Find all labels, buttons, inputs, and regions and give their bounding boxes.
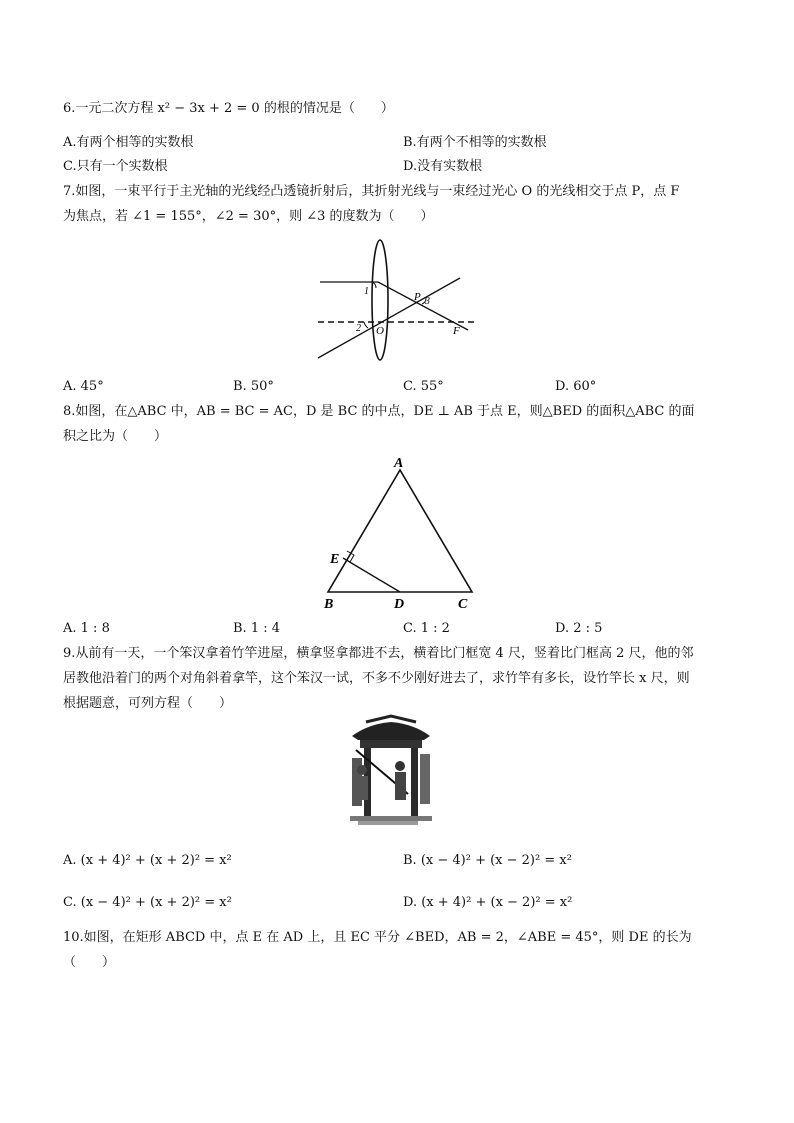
point-b-label: B [324, 597, 334, 612]
q6-option-c: C.只有一个实数根 [63, 159, 168, 174]
q8-option-b: B. 1 : 4 [233, 621, 281, 636]
q6-option-d: D.没有实数根 [403, 159, 483, 174]
q6-option-b: B.有两个不相等的实数根 [403, 135, 547, 150]
q6-option-a: A.有两个相等的实数根 [63, 135, 194, 150]
point-a-label: A [394, 456, 404, 471]
point-p-label: P [414, 291, 421, 303]
q7-option-a: A. 45° [63, 379, 104, 394]
refracted-ray [378, 282, 468, 330]
q9-stem-line1: 9.从前有一天，一个笨汉拿着竹竿进屋，横拿竖拿都进不去，横着比门框宽 4 尺，竖着比门框高 2 尺，他的邻 [63, 646, 694, 661]
q10-stem-line2: （ ） [63, 955, 116, 970]
q6-stem: 6.一元二次方程 x² − 3x + 2 = 0 的根的情况是（ ） [63, 101, 394, 116]
q9-option-d: D. (x + 4)² + (x − 2)² = x² [403, 895, 573, 910]
q7-stem-line2: 为焦点，若 ∠1 = 155°，∠2 = 30°，则 ∠3 的度数为（ ） [63, 209, 434, 224]
point-e-label: E [330, 552, 340, 567]
q7-option-c: C. 55° [403, 379, 444, 394]
q7-option-b: B. 50° [233, 379, 274, 394]
q7-stem-line1: 7.如图，一束平行于主光轴的光线经凸透镜折射后，其折射光线与一束经过光心 O 的光线相交于点 P，点 F [63, 184, 680, 199]
center-ray [318, 278, 460, 358]
triangle-abc [328, 470, 472, 592]
q9-doorway-illustration [348, 714, 434, 828]
q9-option-b: B. (x − 4)² + (x − 2)² = x² [403, 853, 572, 868]
q9-stem-line3: 根据题意，可列方程（ ） [63, 696, 233, 711]
q8-option-c: C. 1 : 2 [403, 621, 450, 636]
q8-option-d: D. 2 : 5 [555, 621, 603, 636]
q10-stem-line1: 10.如图，在矩形 ABCD 中，点 E 在 AD 上，且 EC 平分 ∠BED，AB = 2，∠ABE = 45°，则 DE 的长为 [63, 930, 692, 945]
q7-option-d: D. 60° [555, 379, 597, 394]
point-o-label: O [376, 325, 384, 337]
q9-option-a: A. (x + 4)² + (x + 2)² = x² [63, 853, 232, 868]
convex-lens [372, 240, 388, 360]
angle-3-label: 3 [425, 296, 430, 307]
segment-de [343, 558, 400, 592]
point-f-label: F [453, 325, 460, 337]
q7-lens-figure [310, 238, 490, 366]
q8-stem-line1: 8.如图，在△ABC 中，AB = BC = AC，D 是 BC 的中点，DE ⊥ AB 于点 E，则△BED 的面积△ABC 的面 [63, 404, 695, 419]
angle-1-label: 1 [364, 286, 369, 297]
q8-triangle-figure [318, 452, 483, 612]
point-d-label: D [394, 597, 405, 612]
angle-2-label: 2 [356, 323, 361, 334]
q9-stem-line2: 居教他沿着门的两个对角斜着拿竿，这个笨汉一试，不多不少刚好进去了，求竹竿有多长，设竹竿长 x 尺，则 [63, 671, 690, 686]
point-c-label: C [458, 597, 468, 612]
q8-option-a: A. 1 : 8 [63, 621, 110, 636]
q9-option-c: C. (x − 4)² + (x + 2)² = x² [63, 895, 232, 910]
q8-stem-line2: 积之比为（ ） [63, 429, 168, 444]
